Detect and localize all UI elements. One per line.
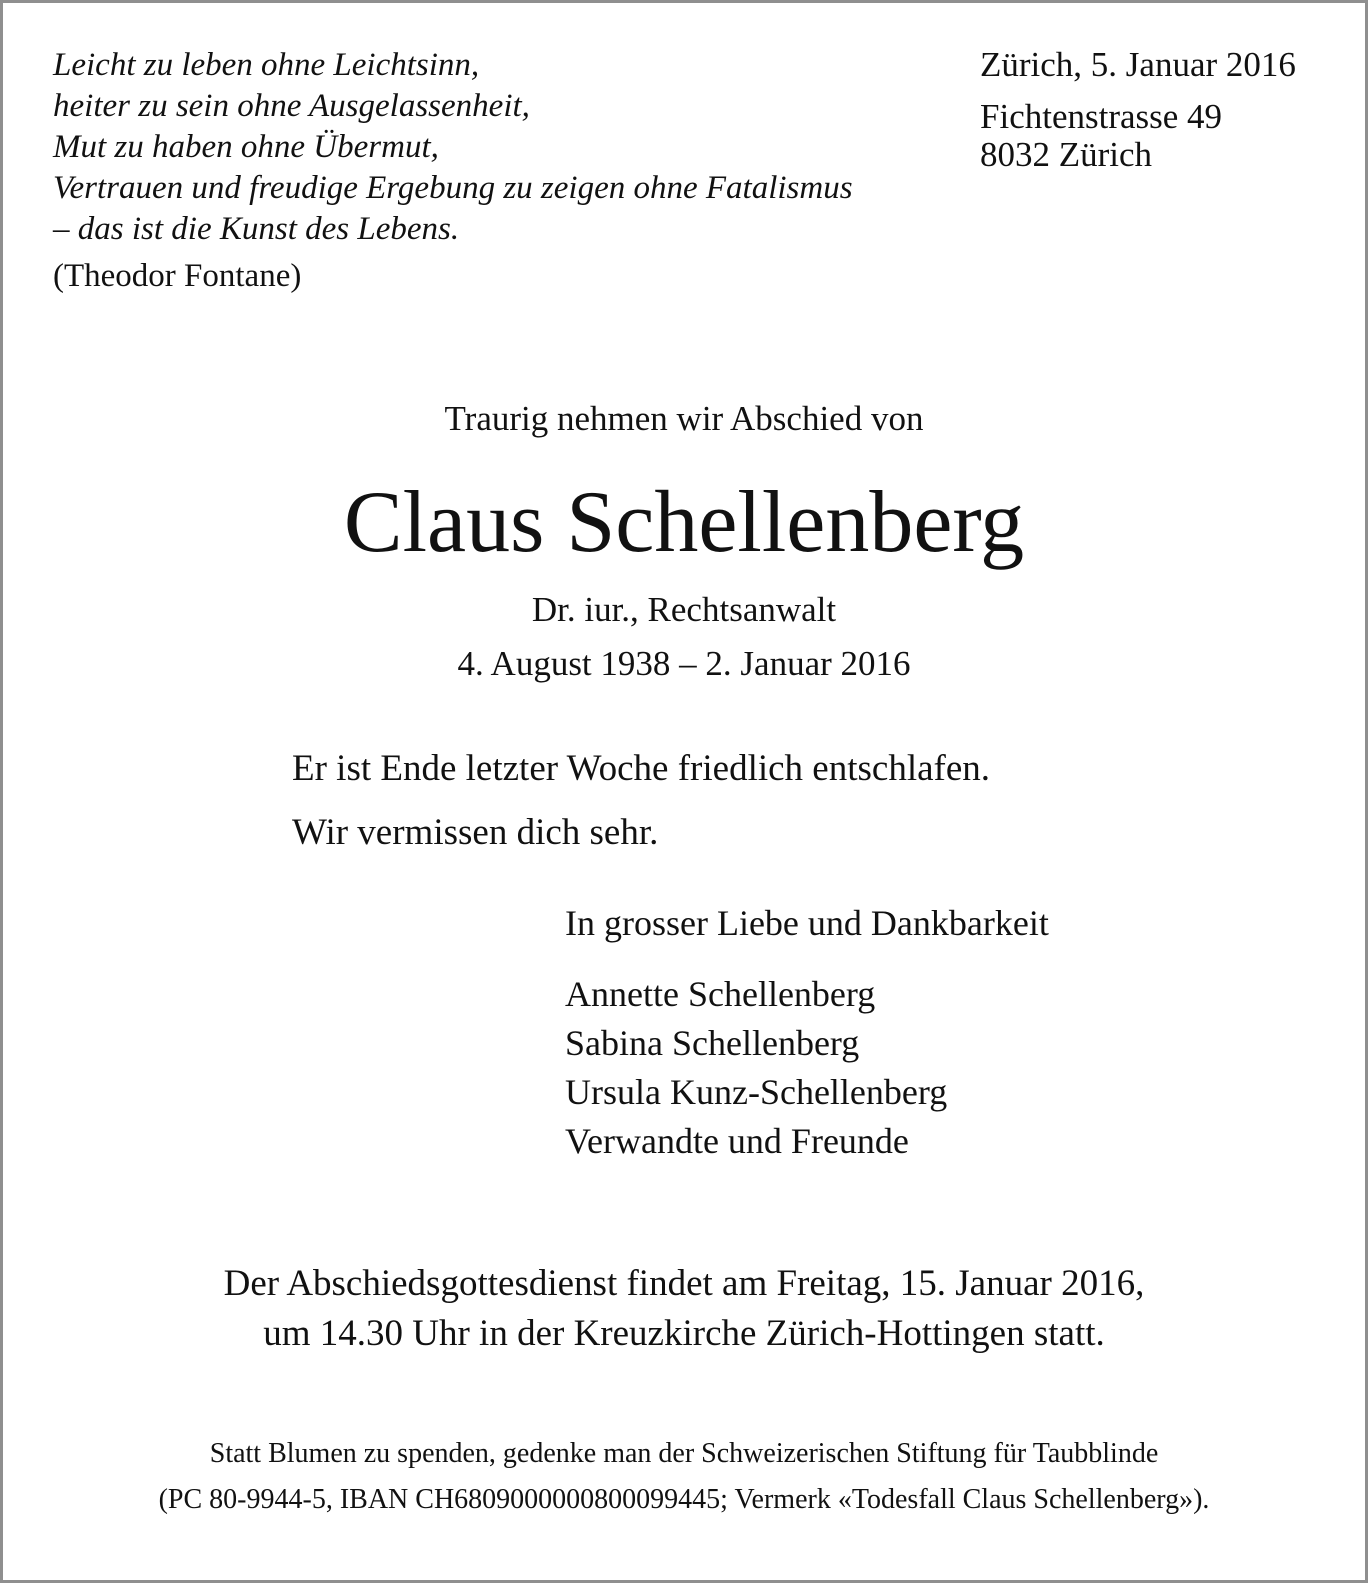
signatory-name: Sabina Schellenberg — [565, 1023, 860, 1063]
donation-info — [3, 1431, 1365, 1523]
address-city: 8032 Zürich — [980, 135, 1153, 174]
signatory-name: Verwandte und Freunde — [565, 1121, 909, 1161]
deceased-title: Dr. iur., Rechtsanwalt — [531, 590, 837, 629]
address-street: Fichtenstrasse 49 — [980, 97, 1223, 136]
quote-line: – das ist die Kunst des Lebens. — [53, 211, 460, 247]
life-dates: 4. August 1938 – 2. Januar 2016 — [457, 644, 911, 683]
deceased-name: Claus Schellenberg — [343, 474, 1025, 571]
service-line-1: Der Abschiedsgottesdienst findet am Freitag, 15. Januar 2016, — [223, 1263, 1145, 1304]
donation-line-2: (PC 80-9944-5, IBAN CH6809000000800099445; Vermerk «Todesfall Claus Schellenberg»). — [158, 1484, 1210, 1515]
quote-line: heiter zu sein ohne Ausgelassenheit, — [53, 88, 530, 124]
announcement-intro: Traurig nehmen wir Abschied von — [444, 399, 924, 438]
signatory-name: Annette Schellenberg — [565, 974, 876, 1014]
signatory-name: Ursula Kunz-Schellenberg — [565, 1072, 948, 1112]
place-date: Zürich, 5. Januar 2016 — [980, 45, 1296, 84]
quote-line: Vertrauen und freudige Ergebung zu zeigen ohne Fatalismus — [53, 170, 853, 206]
service-info — [3, 1259, 1365, 1359]
quote-line: Mut zu haben ohne Übermut, — [53, 129, 439, 165]
signatories-heading: In grosser Liebe und Dankbarkeit — [565, 903, 1049, 943]
quote-block — [53, 45, 853, 250]
signatories-list — [565, 970, 947, 1166]
message-line-1: Er ist Ende letzter Woche friedlich entschlafen. — [292, 748, 991, 789]
quote-line: Leicht zu leben ohne Leichtsinn, — [53, 47, 480, 83]
service-line-2: um 14.30 Uhr in der Kreuzkirche Zürich-Hottingen statt. — [263, 1313, 1105, 1354]
message-line-2: Wir vermissen dich sehr. — [292, 812, 659, 853]
donation-line-1: Statt Blumen zu spenden, gedenke man der Schweizerischen Stiftung für Taubblinde — [209, 1438, 1159, 1469]
quote-author: (Theodor Fontane) — [53, 258, 302, 294]
address-block — [980, 98, 1222, 174]
